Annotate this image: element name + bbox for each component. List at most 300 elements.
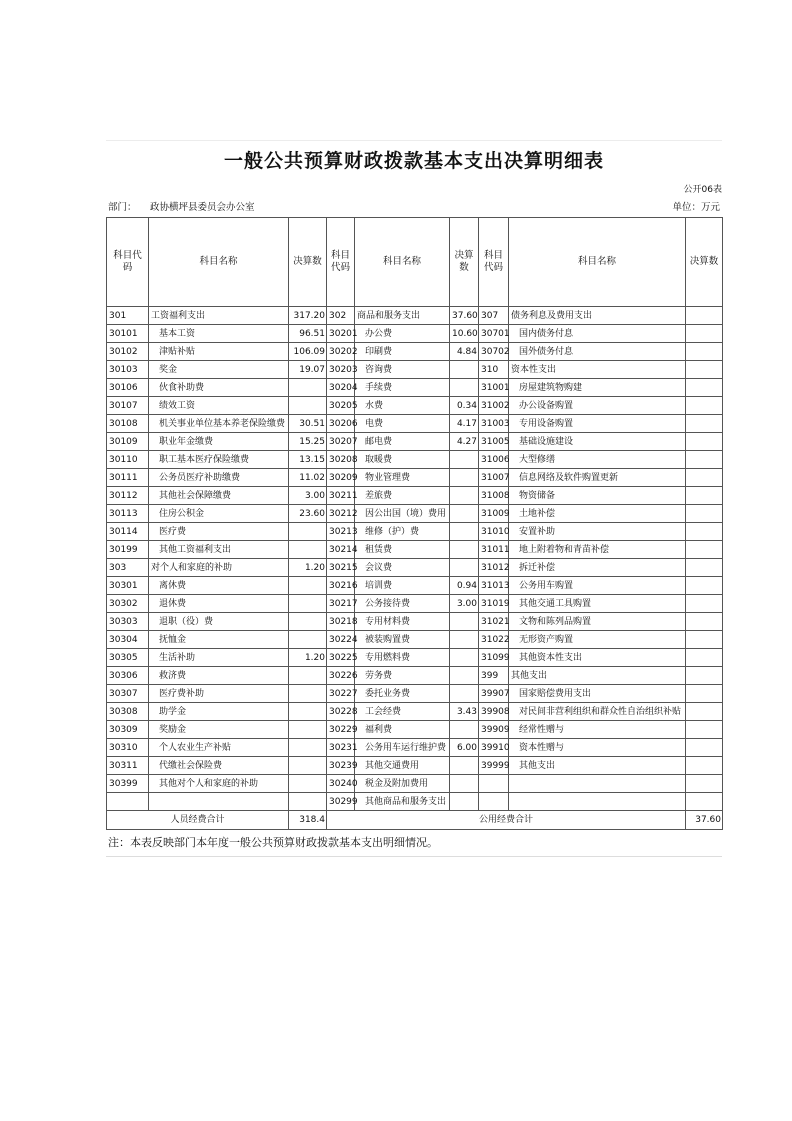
name-cell <box>149 793 289 811</box>
table-row <box>107 505 723 523</box>
code-cell: 30701 <box>479 325 509 343</box>
name-cell: 救济费 <box>149 667 289 685</box>
amount-cell <box>289 397 327 415</box>
amount-cell <box>289 631 327 649</box>
table-row <box>107 577 723 595</box>
code-cell: 30111 <box>107 469 149 487</box>
table-row <box>107 613 723 631</box>
name-cell: 医疗费 <box>149 523 289 541</box>
header-name-1: 科目名称 <box>149 218 289 307</box>
code-cell <box>479 793 509 811</box>
name-cell: 地上附着物和青苗补偿 <box>509 541 686 559</box>
code-cell: 31001 <box>479 379 509 397</box>
name-cell: 其他资本性支出 <box>509 649 686 667</box>
amount-cell <box>686 739 723 757</box>
code-cell: 30201 <box>327 325 355 343</box>
code-cell: 39908 <box>479 703 509 721</box>
table-row <box>107 415 723 433</box>
amount-cell <box>450 775 479 793</box>
code-cell <box>107 793 149 811</box>
amount-cell <box>289 595 327 613</box>
code-cell: 30310 <box>107 739 149 757</box>
amount-cell: 4.27 <box>450 433 479 451</box>
amount-cell <box>450 685 479 703</box>
name-cell: 委托业务费 <box>355 685 450 703</box>
amount-cell: 0.94 <box>450 577 479 595</box>
totals-row <box>107 811 723 830</box>
name-cell <box>509 793 686 811</box>
code-cell: 30231 <box>327 739 355 757</box>
header-code-1: 科目代码 <box>107 218 149 307</box>
code-cell: 30224 <box>327 631 355 649</box>
code-cell: 31013 <box>479 577 509 595</box>
table-row <box>107 793 723 811</box>
name-cell: 医疗费补助 <box>149 685 289 703</box>
name-cell: 税金及附加费用 <box>355 775 450 793</box>
name-cell: 公务员医疗补助缴费 <box>149 469 289 487</box>
name-cell: 邮电费 <box>355 433 450 451</box>
code-cell: 30199 <box>107 541 149 559</box>
header-amount-3: 决算数 <box>686 218 723 307</box>
table-row <box>107 307 723 325</box>
code-cell: 30306 <box>107 667 149 685</box>
amount-cell <box>289 721 327 739</box>
code-cell: 30114 <box>107 523 149 541</box>
name-cell: 差旅费 <box>355 487 450 505</box>
code-cell: 302 <box>327 307 355 325</box>
amount-cell <box>686 613 723 631</box>
name-cell: 国家赔偿费用支出 <box>509 685 686 703</box>
code-cell: 301 <box>107 307 149 325</box>
code-cell: 30227 <box>327 685 355 703</box>
amount-cell <box>686 343 723 361</box>
amount-cell: 13.15 <box>289 451 327 469</box>
amount-cell <box>289 613 327 631</box>
code-cell: 30301 <box>107 577 149 595</box>
name-cell: 国外债务付息 <box>509 343 686 361</box>
code-cell: 30218 <box>327 613 355 631</box>
unit-label: 单位：万元 <box>672 202 720 213</box>
table-row <box>107 631 723 649</box>
code-cell: 30206 <box>327 415 355 433</box>
amount-cell <box>686 667 723 685</box>
table-row <box>107 559 723 577</box>
name-cell: 土地补偿 <box>509 505 686 523</box>
code-cell: 31003 <box>479 415 509 433</box>
name-cell: 奖励金 <box>149 721 289 739</box>
amount-cell <box>686 649 723 667</box>
code-cell: 31012 <box>479 559 509 577</box>
name-cell: 伙食补助费 <box>149 379 289 397</box>
table-row <box>107 703 723 721</box>
code-cell: 30208 <box>327 451 355 469</box>
name-cell: 无形资产购置 <box>509 631 686 649</box>
code-cell: 30112 <box>107 487 149 505</box>
name-cell: 对个人和家庭的补助 <box>149 559 289 577</box>
code-cell: 30305 <box>107 649 149 667</box>
code-cell: 30239 <box>327 757 355 775</box>
amount-cell <box>289 667 327 685</box>
name-cell: 其他支出 <box>509 667 686 685</box>
name-cell: 资本性赠与 <box>509 739 686 757</box>
dept-line <box>106 199 722 217</box>
name-cell: 办公费 <box>355 325 450 343</box>
code-cell: 30399 <box>107 775 149 793</box>
name-cell: 物资储备 <box>509 487 686 505</box>
name-cell: 因公出国（境）费用 <box>355 505 450 523</box>
name-cell: 其他交通工具购置 <box>509 595 686 613</box>
amount-cell <box>289 757 327 775</box>
code-cell: 31010 <box>479 523 509 541</box>
footnote: 注：本表反映部门本年度一般公共预算财政拨款基本支出明细情况。 <box>106 830 722 857</box>
name-cell: 退职（役）费 <box>149 613 289 631</box>
amount-cell <box>686 469 723 487</box>
amount-cell <box>450 523 479 541</box>
code-cell: 30217 <box>327 595 355 613</box>
amount-cell <box>450 613 479 631</box>
table-header-row <box>107 218 723 307</box>
name-cell: 其他交通费用 <box>355 757 450 775</box>
code-cell: 30702 <box>479 343 509 361</box>
table-row <box>107 541 723 559</box>
amount-cell <box>450 757 479 775</box>
amount-cell: 3.00 <box>289 487 327 505</box>
name-cell: 职业年金缴费 <box>149 433 289 451</box>
name-cell: 水费 <box>355 397 450 415</box>
amount-cell <box>686 361 723 379</box>
amount-cell: 10.60 <box>450 325 479 343</box>
name-cell: 基本工资 <box>149 325 289 343</box>
amount-cell <box>289 793 327 811</box>
code-cell: 307 <box>479 307 509 325</box>
name-cell: 生活补助 <box>149 649 289 667</box>
code-cell: 39907 <box>479 685 509 703</box>
amount-cell: 11.02 <box>289 469 327 487</box>
name-cell: 信息网络及软件购置更新 <box>509 469 686 487</box>
table-row <box>107 523 723 541</box>
name-cell: 专用材料费 <box>355 613 450 631</box>
name-cell: 劳务费 <box>355 667 450 685</box>
name-cell: 被装购置费 <box>355 631 450 649</box>
name-cell: 职工基本医疗保险缴费 <box>149 451 289 469</box>
code-cell: 39999 <box>479 757 509 775</box>
code-cell: 30299 <box>327 793 355 811</box>
name-cell: 拆迁补偿 <box>509 559 686 577</box>
name-cell: 其他对个人和家庭的补助 <box>149 775 289 793</box>
code-cell: 30214 <box>327 541 355 559</box>
name-cell: 大型修缮 <box>509 451 686 469</box>
code-cell: 30302 <box>107 595 149 613</box>
name-cell: 抚恤金 <box>149 631 289 649</box>
name-cell: 商品和服务支出 <box>355 307 450 325</box>
amount-cell <box>450 649 479 667</box>
name-cell: 办公设备购置 <box>509 397 686 415</box>
amount-cell <box>450 379 479 397</box>
table-row <box>107 379 723 397</box>
amount-cell <box>686 793 723 811</box>
dept-label: 部门： <box>108 202 137 213</box>
code-cell: 30209 <box>327 469 355 487</box>
code-cell: 31002 <box>479 397 509 415</box>
code-cell: 30228 <box>327 703 355 721</box>
amount-cell <box>686 325 723 343</box>
name-cell: 公务用车购置 <box>509 577 686 595</box>
code-cell: 30303 <box>107 613 149 631</box>
header-code-3: 科目代码 <box>479 218 509 307</box>
table-row <box>107 721 723 739</box>
table-row <box>107 343 723 361</box>
name-cell: 住房公积金 <box>149 505 289 523</box>
amount-cell <box>686 415 723 433</box>
table-row <box>107 469 723 487</box>
amount-cell: 23.60 <box>289 505 327 523</box>
table-row <box>107 325 723 343</box>
code-cell: 31006 <box>479 451 509 469</box>
name-cell: 其他社会保障缴费 <box>149 487 289 505</box>
name-cell: 退休费 <box>149 595 289 613</box>
name-cell: 印刷费 <box>355 343 450 361</box>
table-row <box>107 757 723 775</box>
code-cell: 30103 <box>107 361 149 379</box>
amount-cell: 4.17 <box>450 415 479 433</box>
header-amount-1: 决算数 <box>289 218 327 307</box>
name-cell: 津贴补贴 <box>149 343 289 361</box>
code-cell: 31099 <box>479 649 509 667</box>
amount-cell <box>450 505 479 523</box>
public-total-label: 公用经费合计 <box>327 811 686 830</box>
table-row <box>107 685 723 703</box>
amount-cell <box>686 595 723 613</box>
code-cell: 30203 <box>327 361 355 379</box>
code-cell: 30107 <box>107 397 149 415</box>
amount-cell: 106.09 <box>289 343 327 361</box>
name-cell: 文物和陈列品购置 <box>509 613 686 631</box>
amount-cell <box>450 793 479 811</box>
amount-cell <box>686 703 723 721</box>
amount-cell <box>686 631 723 649</box>
code-cell: 30113 <box>107 505 149 523</box>
amount-cell: 37.60 <box>450 307 479 325</box>
code-cell: 30109 <box>107 433 149 451</box>
amount-cell <box>686 523 723 541</box>
amount-cell: 1.20 <box>289 649 327 667</box>
table-row <box>107 433 723 451</box>
name-cell: 其他支出 <box>509 757 686 775</box>
code-cell: 31005 <box>479 433 509 451</box>
code-cell: 30216 <box>327 577 355 595</box>
code-cell: 31011 <box>479 541 509 559</box>
amount-cell <box>450 487 479 505</box>
name-cell: 房屋建筑物购建 <box>509 379 686 397</box>
table-row <box>107 361 723 379</box>
report-sheet <box>106 140 722 857</box>
header-amount-2: 决算数 <box>450 218 479 307</box>
amount-cell <box>686 487 723 505</box>
code-cell: 30106 <box>107 379 149 397</box>
amount-cell: 1.20 <box>289 559 327 577</box>
amount-cell: 3.00 <box>450 595 479 613</box>
amount-cell <box>450 541 479 559</box>
code-cell: 30311 <box>107 757 149 775</box>
name-cell: 福利费 <box>355 721 450 739</box>
name-cell: 专用燃料费 <box>355 649 450 667</box>
code-cell: 30212 <box>327 505 355 523</box>
dept-name: 政协横坪县委员会办公室 <box>150 202 255 213</box>
amount-cell <box>289 775 327 793</box>
code-cell: 31021 <box>479 613 509 631</box>
amount-cell <box>289 379 327 397</box>
amount-cell <box>450 631 479 649</box>
code-cell: 30229 <box>327 721 355 739</box>
amount-cell <box>686 541 723 559</box>
amount-cell: 317.20 <box>289 307 327 325</box>
code-cell: 31009 <box>479 505 509 523</box>
name-cell: 对民间非营利组织和群众性自治组织补贴 <box>509 703 686 721</box>
amount-cell <box>450 667 479 685</box>
table-row <box>107 649 723 667</box>
name-cell: 公务用车运行维护费 <box>355 739 450 757</box>
amount-cell: 0.34 <box>450 397 479 415</box>
code-cell: 30215 <box>327 559 355 577</box>
name-cell: 物业管理费 <box>355 469 450 487</box>
amount-cell <box>289 541 327 559</box>
name-cell: 经常性赠与 <box>509 721 686 739</box>
amount-cell <box>450 721 479 739</box>
amount-cell <box>450 559 479 577</box>
code-cell: 310 <box>479 361 509 379</box>
amount-cell: 30.51 <box>289 415 327 433</box>
code-cell: 30309 <box>107 721 149 739</box>
code-cell: 303 <box>107 559 149 577</box>
code-cell: 31019 <box>479 595 509 613</box>
name-cell: 工资福利支出 <box>149 307 289 325</box>
amount-cell <box>686 757 723 775</box>
name-cell: 资本性支出 <box>509 361 686 379</box>
amount-cell <box>289 523 327 541</box>
code-cell: 30207 <box>327 433 355 451</box>
amount-cell <box>686 775 723 793</box>
amount-cell: 4.84 <box>450 343 479 361</box>
name-cell: 机关事业单位基本养老保险缴费 <box>149 415 289 433</box>
table-row <box>107 451 723 469</box>
expenditure-table <box>106 217 723 830</box>
amount-cell <box>450 469 479 487</box>
name-cell: 离休费 <box>149 577 289 595</box>
table-row <box>107 739 723 757</box>
personnel-total-label: 人员经费合计 <box>107 811 289 830</box>
name-cell: 公务接待费 <box>355 595 450 613</box>
amount-cell: 3.43 <box>450 703 479 721</box>
code-cell: 30213 <box>327 523 355 541</box>
amount-cell: 96.51 <box>289 325 327 343</box>
code-cell: 31007 <box>479 469 509 487</box>
amount-cell <box>450 451 479 469</box>
code-cell: 30205 <box>327 397 355 415</box>
name-cell: 其他商品和服务支出 <box>355 793 450 811</box>
amount-cell <box>686 307 723 325</box>
code-cell: 31008 <box>479 487 509 505</box>
table-row <box>107 487 723 505</box>
amount-cell <box>686 397 723 415</box>
name-cell: 债务利息及费用支出 <box>509 307 686 325</box>
table-row <box>107 775 723 793</box>
amount-cell <box>450 361 479 379</box>
table-row <box>107 667 723 685</box>
name-cell: 培训费 <box>355 577 450 595</box>
name-cell: 个人农业生产补贴 <box>149 739 289 757</box>
code-cell: 30204 <box>327 379 355 397</box>
code-cell: 39909 <box>479 721 509 739</box>
amount-cell <box>686 721 723 739</box>
code-cell: 30211 <box>327 487 355 505</box>
code-cell <box>479 775 509 793</box>
header-code-2: 科目代码 <box>327 218 355 307</box>
code-cell: 30226 <box>327 667 355 685</box>
name-cell: 其他工资福利支出 <box>149 541 289 559</box>
amount-cell <box>289 739 327 757</box>
name-cell: 国内债务付息 <box>509 325 686 343</box>
name-cell: 助学金 <box>149 703 289 721</box>
table-row <box>107 595 723 613</box>
name-cell: 取暖费 <box>355 451 450 469</box>
name-cell: 代缴社会保险费 <box>149 757 289 775</box>
name-cell: 基础设施建设 <box>509 433 686 451</box>
amount-cell: 19.07 <box>289 361 327 379</box>
code-cell: 39910 <box>479 739 509 757</box>
amount-cell <box>686 433 723 451</box>
amount-cell: 6.00 <box>450 739 479 757</box>
amount-cell <box>289 703 327 721</box>
code-cell: 30202 <box>327 343 355 361</box>
name-cell: 奖金 <box>149 361 289 379</box>
amount-cell <box>686 559 723 577</box>
name-cell <box>509 775 686 793</box>
name-cell: 会议费 <box>355 559 450 577</box>
code-cell: 30240 <box>327 775 355 793</box>
personnel-total-value: 318.4 <box>289 811 327 830</box>
code-cell: 30101 <box>107 325 149 343</box>
amount-cell <box>686 505 723 523</box>
amount-cell <box>289 577 327 595</box>
amount-cell: 15.25 <box>289 433 327 451</box>
header-name-2: 科目名称 <box>355 218 450 307</box>
public-total-value: 37.60 <box>686 811 723 830</box>
code-cell: 30308 <box>107 703 149 721</box>
name-cell: 专用设备购置 <box>509 415 686 433</box>
code-cell: 30108 <box>107 415 149 433</box>
code-cell: 30307 <box>107 685 149 703</box>
amount-cell <box>686 379 723 397</box>
name-cell: 租赁费 <box>355 541 450 559</box>
code-cell: 30304 <box>107 631 149 649</box>
code-cell: 31022 <box>479 631 509 649</box>
amount-cell <box>686 577 723 595</box>
code-cell: 399 <box>479 667 509 685</box>
amount-cell <box>686 451 723 469</box>
report-title: 一般公共预算财政拨款基本支出决算明细表 <box>106 140 722 181</box>
name-cell: 咨询费 <box>355 361 450 379</box>
name-cell: 绩效工资 <box>149 397 289 415</box>
header-name-3: 科目名称 <box>509 218 686 307</box>
name-cell: 手续费 <box>355 379 450 397</box>
table-row <box>107 397 723 415</box>
name-cell: 安置补助 <box>509 523 686 541</box>
amount-cell <box>289 685 327 703</box>
code-cell: 30110 <box>107 451 149 469</box>
amount-cell <box>686 685 723 703</box>
name-cell: 电费 <box>355 415 450 433</box>
name-cell: 维修（护）费 <box>355 523 450 541</box>
